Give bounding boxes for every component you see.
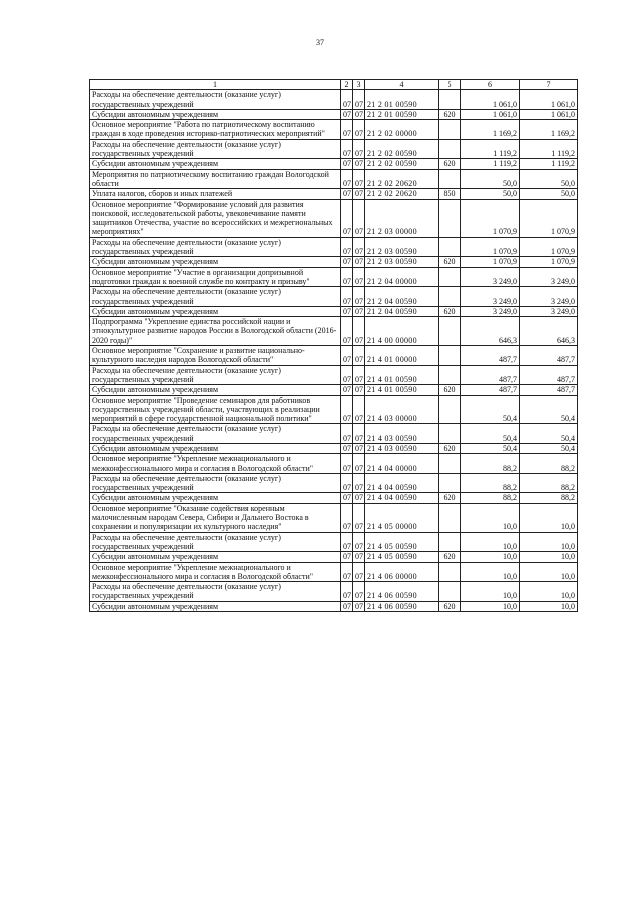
row-expense-type [439, 317, 461, 346]
row-section: 07 [341, 169, 353, 189]
row-expense-type [439, 424, 461, 444]
row-subsection: 07 [353, 582, 365, 602]
row-amount-2: 1 169,2 [520, 120, 578, 140]
row-name: Субсидии автономным учреждениям [90, 109, 341, 119]
page-number: 37 [316, 38, 324, 47]
row-amount-2: 646,3 [520, 317, 578, 346]
table-row [90, 90, 578, 110]
table-row [90, 159, 578, 169]
row-expense-type: 620 [439, 385, 461, 395]
row-target-code: 21 2 04 00590 [365, 306, 439, 316]
row-section: 07 [341, 189, 353, 199]
row-subsection: 07 [353, 443, 365, 453]
col-header-1: 1 [90, 80, 341, 90]
row-name: Субсидии автономным учреждениям [90, 306, 341, 316]
row-amount-2: 487,7 [520, 385, 578, 395]
row-expense-type [439, 287, 461, 307]
table-row [90, 601, 578, 611]
row-name: Расходы на обеспечение деятельности (оказание услуг) государственных учреждений [90, 287, 341, 307]
row-amount-2: 10,0 [520, 552, 578, 562]
row-target-code: 21 2 04 00000 [365, 267, 439, 287]
row-section: 07 [341, 199, 353, 237]
row-amount-1: 50,0 [461, 189, 520, 199]
row-section: 07 [341, 120, 353, 140]
row-expense-type [439, 139, 461, 159]
row-target-code: 21 4 05 00000 [365, 503, 439, 532]
row-name: Субсидии автономным учреждениям [90, 493, 341, 503]
table-row [90, 503, 578, 532]
row-amount-1: 1 061,0 [461, 109, 520, 119]
row-section: 07 [341, 601, 353, 611]
row-expense-type [439, 532, 461, 552]
row-subsection: 07 [353, 503, 365, 532]
row-amount-1: 1 119,2 [461, 139, 520, 159]
row-section: 07 [341, 346, 353, 366]
table-row [90, 169, 578, 189]
row-amount-2: 3 249,0 [520, 287, 578, 307]
row-subsection: 07 [353, 159, 365, 169]
row-amount-1: 88,2 [461, 493, 520, 503]
row-target-code: 21 2 02 00000 [365, 120, 439, 140]
row-name: Расходы на обеспечение деятельности (оказание услуг) государственных учреждений [90, 365, 341, 385]
row-section: 07 [341, 267, 353, 287]
row-amount-1: 1 070,9 [461, 199, 520, 237]
row-amount-2: 50,4 [520, 424, 578, 444]
row-subsection: 07 [353, 552, 365, 562]
row-target-code: 21 2 04 00590 [365, 287, 439, 307]
row-expense-type: 620 [439, 443, 461, 453]
row-section: 07 [341, 532, 353, 552]
row-section: 07 [341, 443, 353, 453]
row-expense-type: 620 [439, 109, 461, 119]
row-amount-1: 88,2 [461, 454, 520, 474]
table-row [90, 365, 578, 385]
table-row [90, 473, 578, 493]
row-amount-1: 3 249,0 [461, 267, 520, 287]
row-target-code: 21 2 02 20620 [365, 169, 439, 189]
row-name: Расходы на обеспечение деятельности (оказание услуг) государственных учреждений [90, 532, 341, 552]
row-expense-type: 620 [439, 159, 461, 169]
row-subsection: 07 [353, 454, 365, 474]
row-name: Основное мероприятие "Формирование условий для развития поисковой, исследовательской работы, увековечивание памяти защитников Отечества, участие во всероссийских и межрегиональных мероприятиях" [90, 199, 341, 237]
row-name: Расходы на обеспечение деятельности (оказание услуг) государственных учреждений [90, 237, 341, 257]
row-target-code: 21 4 03 00590 [365, 424, 439, 444]
row-subsection: 07 [353, 120, 365, 140]
row-subsection: 07 [353, 562, 365, 582]
row-subsection: 07 [353, 237, 365, 257]
row-amount-1: 88,2 [461, 473, 520, 493]
table-row [90, 346, 578, 366]
row-target-code: 21 2 01 00590 [365, 109, 439, 119]
table-header-row [90, 80, 578, 90]
row-subsection: 07 [353, 109, 365, 119]
row-expense-type [439, 454, 461, 474]
row-amount-1: 1 061,0 [461, 90, 520, 110]
row-name: Основное мероприятие "Укрепление межнационального и межконфессионального мира и согласия в Вологодской области" [90, 562, 341, 582]
row-amount-1: 487,7 [461, 385, 520, 395]
row-subsection: 07 [353, 395, 365, 424]
row-section: 07 [341, 237, 353, 257]
table-row [90, 267, 578, 287]
row-amount-1: 1 070,9 [461, 257, 520, 267]
row-amount-2: 88,2 [520, 493, 578, 503]
row-subsection: 07 [353, 317, 365, 346]
table-row [90, 552, 578, 562]
row-section: 07 [341, 317, 353, 346]
row-section: 07 [341, 139, 353, 159]
row-section: 07 [341, 287, 353, 307]
row-amount-1: 10,0 [461, 552, 520, 562]
row-expense-type [439, 562, 461, 582]
col-header-6: 6 [461, 80, 520, 90]
row-name: Расходы на обеспечение деятельности (оказание услуг) государственных учреждений [90, 473, 341, 493]
row-name: Основное мероприятие "Работа по патриотическому воспитанию граждан в ходе проведения историко-патриотических мероприятий" [90, 120, 341, 140]
row-amount-1: 50,0 [461, 169, 520, 189]
row-section: 07 [341, 582, 353, 602]
table-row [90, 306, 578, 316]
row-amount-2: 10,0 [520, 532, 578, 552]
row-target-code: 21 4 01 00000 [365, 346, 439, 366]
row-expense-type [439, 120, 461, 140]
row-expense-type: 850 [439, 189, 461, 199]
row-target-code: 21 4 04 00000 [365, 454, 439, 474]
row-amount-1: 1 070,9 [461, 237, 520, 257]
table-row [90, 257, 578, 267]
row-name: Уплата налогов, сборов и иных платежей [90, 189, 341, 199]
row-section: 07 [341, 109, 353, 119]
col-header-7: 7 [520, 80, 578, 90]
row-target-code: 21 4 04 00590 [365, 493, 439, 503]
row-amount-1: 10,0 [461, 582, 520, 602]
row-name: Основное мероприятие "Оказание содействия коренным малочисленным народам Севера, Сибири и Дальнего Востока в сохранении и популяризации их культурного наследия" [90, 503, 341, 532]
row-amount-2: 50,4 [520, 395, 578, 424]
row-amount-1: 50,4 [461, 443, 520, 453]
row-name: Субсидии автономным учреждениям [90, 552, 341, 562]
row-amount-2: 10,0 [520, 601, 578, 611]
row-amount-2: 50,0 [520, 169, 578, 189]
row-name: Расходы на обеспечение деятельности (оказание услуг) государственных учреждений [90, 582, 341, 602]
row-target-code: 21 4 05 00590 [365, 552, 439, 562]
table-row [90, 139, 578, 159]
row-name: Субсидии автономным учреждениям [90, 601, 341, 611]
row-subsection: 07 [353, 385, 365, 395]
table-row [90, 424, 578, 444]
row-subsection: 07 [353, 169, 365, 189]
table-row [90, 109, 578, 119]
row-amount-2: 1 070,9 [520, 237, 578, 257]
table-row [90, 287, 578, 307]
row-subsection: 07 [353, 306, 365, 316]
row-subsection: 07 [353, 601, 365, 611]
row-subsection: 07 [353, 257, 365, 267]
row-expense-type: 620 [439, 552, 461, 562]
row-target-code: 21 4 00 00000 [365, 317, 439, 346]
row-amount-2: 3 249,0 [520, 267, 578, 287]
col-header-4: 4 [365, 80, 439, 90]
row-amount-1: 646,3 [461, 317, 520, 346]
row-expense-type: 620 [439, 493, 461, 503]
row-subsection: 07 [353, 493, 365, 503]
table-row [90, 454, 578, 474]
row-section: 07 [341, 365, 353, 385]
row-name: Основное мероприятие "Проведение семинаров для работников государственных учреждений области, участвующих в реализации мероприятий в сфере государственной национальной политики" [90, 395, 341, 424]
row-name: Подпрограмма "Укрепление единства российской нации и этнокультурное развитие народов России в Вологодской области (2016-2020 годы)" [90, 317, 341, 346]
row-name: Основное мероприятие "Сохранение и развитие национально-культурного наследия народов Вологодской области" [90, 346, 341, 366]
row-expense-type [439, 365, 461, 385]
row-expense-type: 620 [439, 306, 461, 316]
table-row [90, 493, 578, 503]
row-subsection: 07 [353, 346, 365, 366]
row-subsection: 07 [353, 287, 365, 307]
row-target-code: 21 2 03 00000 [365, 199, 439, 237]
row-section: 07 [341, 385, 353, 395]
row-section: 07 [341, 159, 353, 169]
table-row [90, 237, 578, 257]
row-amount-2: 88,2 [520, 473, 578, 493]
row-amount-2: 50,4 [520, 443, 578, 453]
row-section: 07 [341, 503, 353, 532]
table-row [90, 317, 578, 346]
row-subsection: 07 [353, 365, 365, 385]
row-subsection: 07 [353, 424, 365, 444]
row-section: 07 [341, 257, 353, 267]
row-target-code: 21 2 03 00590 [365, 257, 439, 267]
row-amount-1: 3 249,0 [461, 306, 520, 316]
row-amount-1: 10,0 [461, 532, 520, 552]
row-amount-2: 1 070,9 [520, 199, 578, 237]
row-section: 07 [341, 473, 353, 493]
row-subsection: 07 [353, 199, 365, 237]
col-header-5: 5 [439, 80, 461, 90]
table-row [90, 120, 578, 140]
row-expense-type [439, 267, 461, 287]
row-amount-2: 1 119,2 [520, 159, 578, 169]
row-subsection: 07 [353, 267, 365, 287]
col-header-2: 2 [341, 80, 353, 90]
row-amount-1: 487,7 [461, 346, 520, 366]
table-row [90, 199, 578, 237]
row-amount-2: 10,0 [520, 562, 578, 582]
col-header-3: 3 [353, 80, 365, 90]
row-target-code: 21 2 02 20620 [365, 189, 439, 199]
table-row [90, 532, 578, 552]
table-row [90, 395, 578, 424]
row-target-code: 21 4 01 00590 [365, 365, 439, 385]
row-name: Мероприятия по патриотическому воспитанию граждан Вологодской области [90, 169, 341, 189]
row-target-code: 21 4 03 00590 [365, 443, 439, 453]
table-row [90, 189, 578, 199]
row-name: Основное мероприятие "Участие в организации допризывной подготовки граждан к военной службе по контракту и призыву" [90, 267, 341, 287]
row-section: 07 [341, 424, 353, 444]
row-amount-1: 50,4 [461, 424, 520, 444]
row-expense-type [439, 503, 461, 532]
row-target-code: 21 2 02 00590 [365, 159, 439, 169]
row-expense-type [439, 346, 461, 366]
row-section: 07 [341, 552, 353, 562]
row-expense-type [439, 395, 461, 424]
row-name: Субсидии автономным учреждениям [90, 385, 341, 395]
row-target-code: 21 4 04 00590 [365, 473, 439, 493]
table-row [90, 562, 578, 582]
row-amount-2: 1 061,0 [520, 90, 578, 110]
row-name: Субсидии автономным учреждениям [90, 159, 341, 169]
row-target-code: 21 2 03 00590 [365, 237, 439, 257]
row-subsection: 07 [353, 473, 365, 493]
row-amount-1: 487,7 [461, 365, 520, 385]
row-expense-type [439, 582, 461, 602]
row-target-code: 21 4 01 00590 [365, 385, 439, 395]
row-name: Субсидии автономным учреждениям [90, 257, 341, 267]
row-amount-2: 1 070,9 [520, 257, 578, 267]
row-subsection: 07 [353, 90, 365, 110]
row-subsection: 07 [353, 139, 365, 159]
row-amount-1: 1 169,2 [461, 120, 520, 140]
row-target-code: 21 4 06 00590 [365, 601, 439, 611]
row-expense-type: 620 [439, 601, 461, 611]
row-amount-2: 1 061,0 [520, 109, 578, 119]
row-section: 07 [341, 90, 353, 110]
row-target-code: 21 4 06 00000 [365, 562, 439, 582]
row-section: 07 [341, 454, 353, 474]
row-subsection: 07 [353, 532, 365, 552]
row-amount-2: 88,2 [520, 454, 578, 474]
row-amount-2: 487,7 [520, 346, 578, 366]
row-expense-type [439, 237, 461, 257]
row-expense-type [439, 90, 461, 110]
row-amount-1: 10,0 [461, 601, 520, 611]
table-row [90, 443, 578, 453]
row-amount-2: 10,0 [520, 503, 578, 532]
row-name: Расходы на обеспечение деятельности (оказание услуг) государственных учреждений [90, 90, 341, 110]
row-name: Основное мероприятие "Укрепление межнационального и межконфессионального мира и согласия в Вологодской области" [90, 454, 341, 474]
row-target-code: 21 4 06 00590 [365, 582, 439, 602]
row-target-code: 21 4 05 00590 [365, 532, 439, 552]
table-row [90, 582, 578, 602]
row-target-code: 21 4 03 00000 [365, 395, 439, 424]
row-section: 07 [341, 306, 353, 316]
row-expense-type [439, 199, 461, 237]
table-row [90, 385, 578, 395]
row-expense-type: 620 [439, 257, 461, 267]
row-amount-1: 3 249,0 [461, 287, 520, 307]
row-name: Субсидии автономным учреждениям [90, 443, 341, 453]
row-amount-1: 1 119,2 [461, 159, 520, 169]
row-target-code: 21 2 01 00590 [365, 90, 439, 110]
row-expense-type [439, 473, 461, 493]
row-amount-2: 487,7 [520, 365, 578, 385]
row-amount-2: 1 119,2 [520, 139, 578, 159]
row-amount-2: 3 249,0 [520, 306, 578, 316]
row-section: 07 [341, 395, 353, 424]
row-section: 07 [341, 562, 353, 582]
row-amount-1: 10,0 [461, 503, 520, 532]
row-target-code: 21 2 02 00590 [365, 139, 439, 159]
row-amount-2: 10,0 [520, 582, 578, 602]
row-amount-2: 50,0 [520, 189, 578, 199]
row-section: 07 [341, 493, 353, 503]
row-amount-1: 50,4 [461, 395, 520, 424]
row-expense-type [439, 169, 461, 189]
budget-table [89, 79, 578, 612]
row-name: Расходы на обеспечение деятельности (оказание услуг) государственных учреждений [90, 139, 341, 159]
row-amount-1: 10,0 [461, 562, 520, 582]
row-subsection: 07 [353, 189, 365, 199]
row-name: Расходы на обеспечение деятельности (оказание услуг) государственных учреждений [90, 424, 341, 444]
